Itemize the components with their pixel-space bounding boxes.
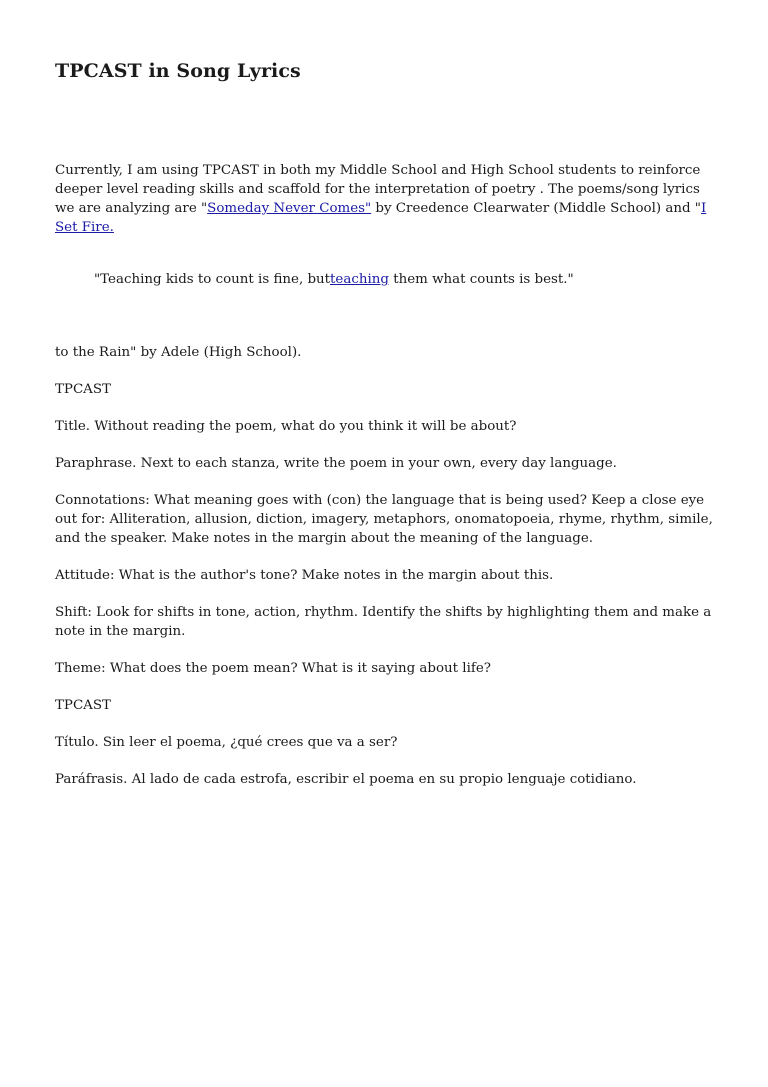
page-title: TPCAST in Song Lyrics (55, 60, 301, 82)
teaching-link[interactable]: teaching (330, 272, 389, 287)
paragraph-tpcast-heading-spanish: TPCAST (55, 698, 111, 713)
intro-paragraph (55, 161, 720, 237)
paragraph-theme: Theme: What does the poem mean? What is it saying about life? (55, 661, 491, 676)
paragraph-tpcast-heading: TPCAST (55, 382, 111, 397)
paragraph-parafrasis: Paráfrasis. Al lado de cada estrofa, escribir el poema en su propio lenguaje cotidiano. (55, 772, 637, 787)
paragraph-connotations: Connotations: What meaning goes with (con) the language that is being used? Keep a close eye out for: Alliteration, allusion, diction, imagery, metaphors, onomatopoeia, rhyme, rhythm, simile, and the speaker. Make notes in the margin about the meaning of the language. (55, 493, 713, 546)
paragraph-title: Title. Without reading the poem, what do you think it will be about? (55, 419, 517, 434)
quote-text: "Teaching kids to count is fine, but (94, 272, 331, 287)
paragraph-attitude: Attitude: What is the author's tone? Make notes in the margin about this. (55, 568, 554, 583)
intro-text: Currently, I am using TPCAST in both my Middle School and High School students to reinforce deeper level reading skills and scaffold for the interpretation of poetry . The poems/song lyrics we are analyzing are " (55, 163, 701, 216)
paragraph-titulo: Título. Sin leer el poema, ¿qué crees que va a ser? (55, 735, 398, 750)
paragraph-paraphrase: Paraphrase. Next to each stanza, write the poem in your own, every day language. (55, 456, 617, 471)
intro-text-middle: by Creedence Clearwater (Middle School) and " (371, 201, 701, 216)
paragraph-shift: Shift: Look for shifts in tone, action, rhythm. Identify the shifts by highlighting them and make a note in the margin. (55, 605, 712, 639)
body-paragraphs (55, 343, 720, 807)
paragraph-song-credit: to the Rain" by Adele (High School). (55, 345, 302, 360)
quote-text-end: them what counts is best." (388, 272, 574, 287)
someday-never-comes-link[interactable]: Someday Never Comes" (207, 201, 372, 216)
i-set-fire-link[interactable]: I Set Fire. (55, 201, 707, 235)
quote (94, 270, 574, 289)
